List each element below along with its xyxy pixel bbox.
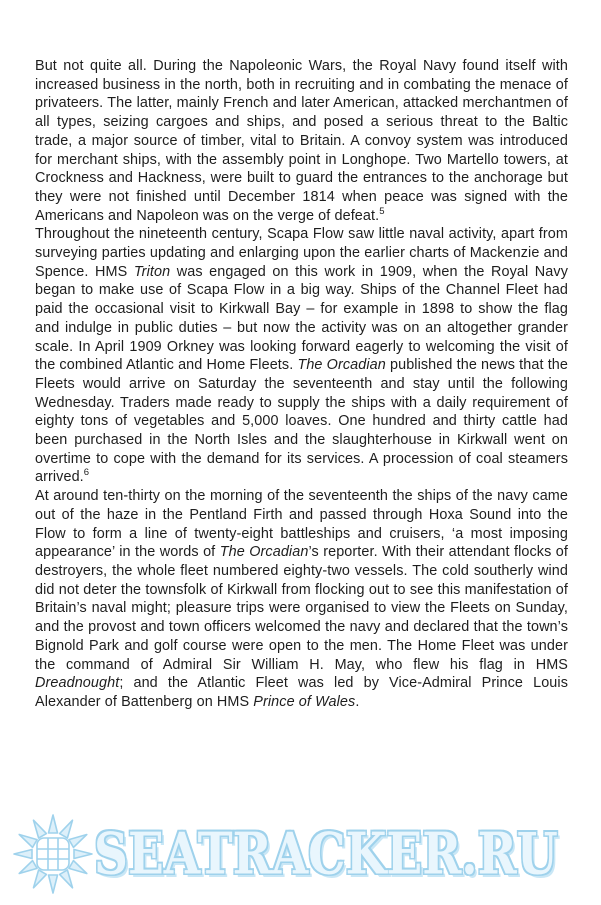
text-segment: At around ten-thirty on the morning of the seventeenth the ships of the navy came out of the haze in the Pentland Firth and passed through Hoxa Sound into the Flow to form a line of twenty-eight battleships and cruisers, ‘a most imposing appearance’ in the words of (35, 488, 568, 561)
watermark-text: SEATRACKER.RU (94, 820, 558, 888)
text-segment: But not quite all. During the Napoleonic Wars, the Royal Navy found itself with increased business in the north, both in recruiting and in combating the menace of privateers. The latter, mainly French and later American, attacked merchantmen of all types, seizing cargoes and ships, and posed a serious threat to the Baltic trade, a major source of timber, vital to Britain. A convoy system was introduced for merchant ships, with the assembly point in Longhope. Two Martello towers, at Crockness and Hackness, were built to guard the entrances to the anchorage but they were not finished until December 1814 when peace was signed with the Americans and Napoleon was on the verge of defeat. (35, 58, 568, 224)
sun-logo-icon (12, 813, 94, 895)
text-segment: . (355, 693, 360, 710)
text-segment-italic: The Orcadian (219, 544, 309, 561)
text-segment-italic: Triton (133, 263, 171, 280)
text-segment: ’s reporter. With their attendant flocks of destroyers, the whole fleet numbered eighty-two vessels. The cold southerly wind did not deter the townsfolk of Kirkwall from flocking out to see this manifestation of Britain’s naval might; pleasure trips were organised to view the Fleets on Sunday, and the provost and town officers welcomed the navy and declared that the town’s Bignold Park and golf course were open to the men. The Home Fleet was under the command of Admiral Sir William H. May, who flew his flag in HMS (35, 544, 569, 673)
text-segment: published the news that the Fleets would arrive on Saturday the seventeenth and stay until the following Wednesday. Traders made ready to supply the ships with a daily requirement of eighty tons of vegetables and 5,000 loaves. One hundred and thirty cattle had been purchased in the North Isles and the slaughterhouse in Kirkwall went on overtime to cope with the demand for its services. A procession of coal steamers arrived. (35, 357, 568, 486)
paragraph (35, 225, 568, 487)
footnote-ref: 6 (83, 467, 90, 479)
footnote-ref: 5 (379, 205, 385, 217)
text-segment-italic: The Orcadian (297, 357, 386, 374)
paragraph (35, 57, 568, 225)
watermark (12, 813, 589, 895)
text-segment-italic: Dreadnought (35, 675, 120, 692)
body-text (35, 57, 568, 712)
paragraph (35, 487, 568, 711)
text-segment: was engaged on this work in 1909, when the Royal Navy began to make use of Scapa Flow in a big way. Ships of the Channel Fleet had paid the occasional visit to Kirkwall Bay – for example in 1898 to show the flag and indulge in public duties – but now the activity was on an altogether grander scale. In April 1909 Orkney was looking forward eagerly to welcoming the visit of the combined Atlantic and Home Fleets. (35, 263, 568, 374)
text-segment: ; and the Atlantic Fleet was led by Vice-Admiral Prince Louis Alexander of Battenberg on HMS (35, 675, 568, 710)
text-segment-italic: Prince of Wales (253, 693, 356, 710)
text-segment: Throughout the nineteenth century, Scapa Flow saw little naval activity, apart from surveying parties updating and enlarging upon the earlier charts of Mackenzie and Spence. HMS (35, 226, 568, 280)
